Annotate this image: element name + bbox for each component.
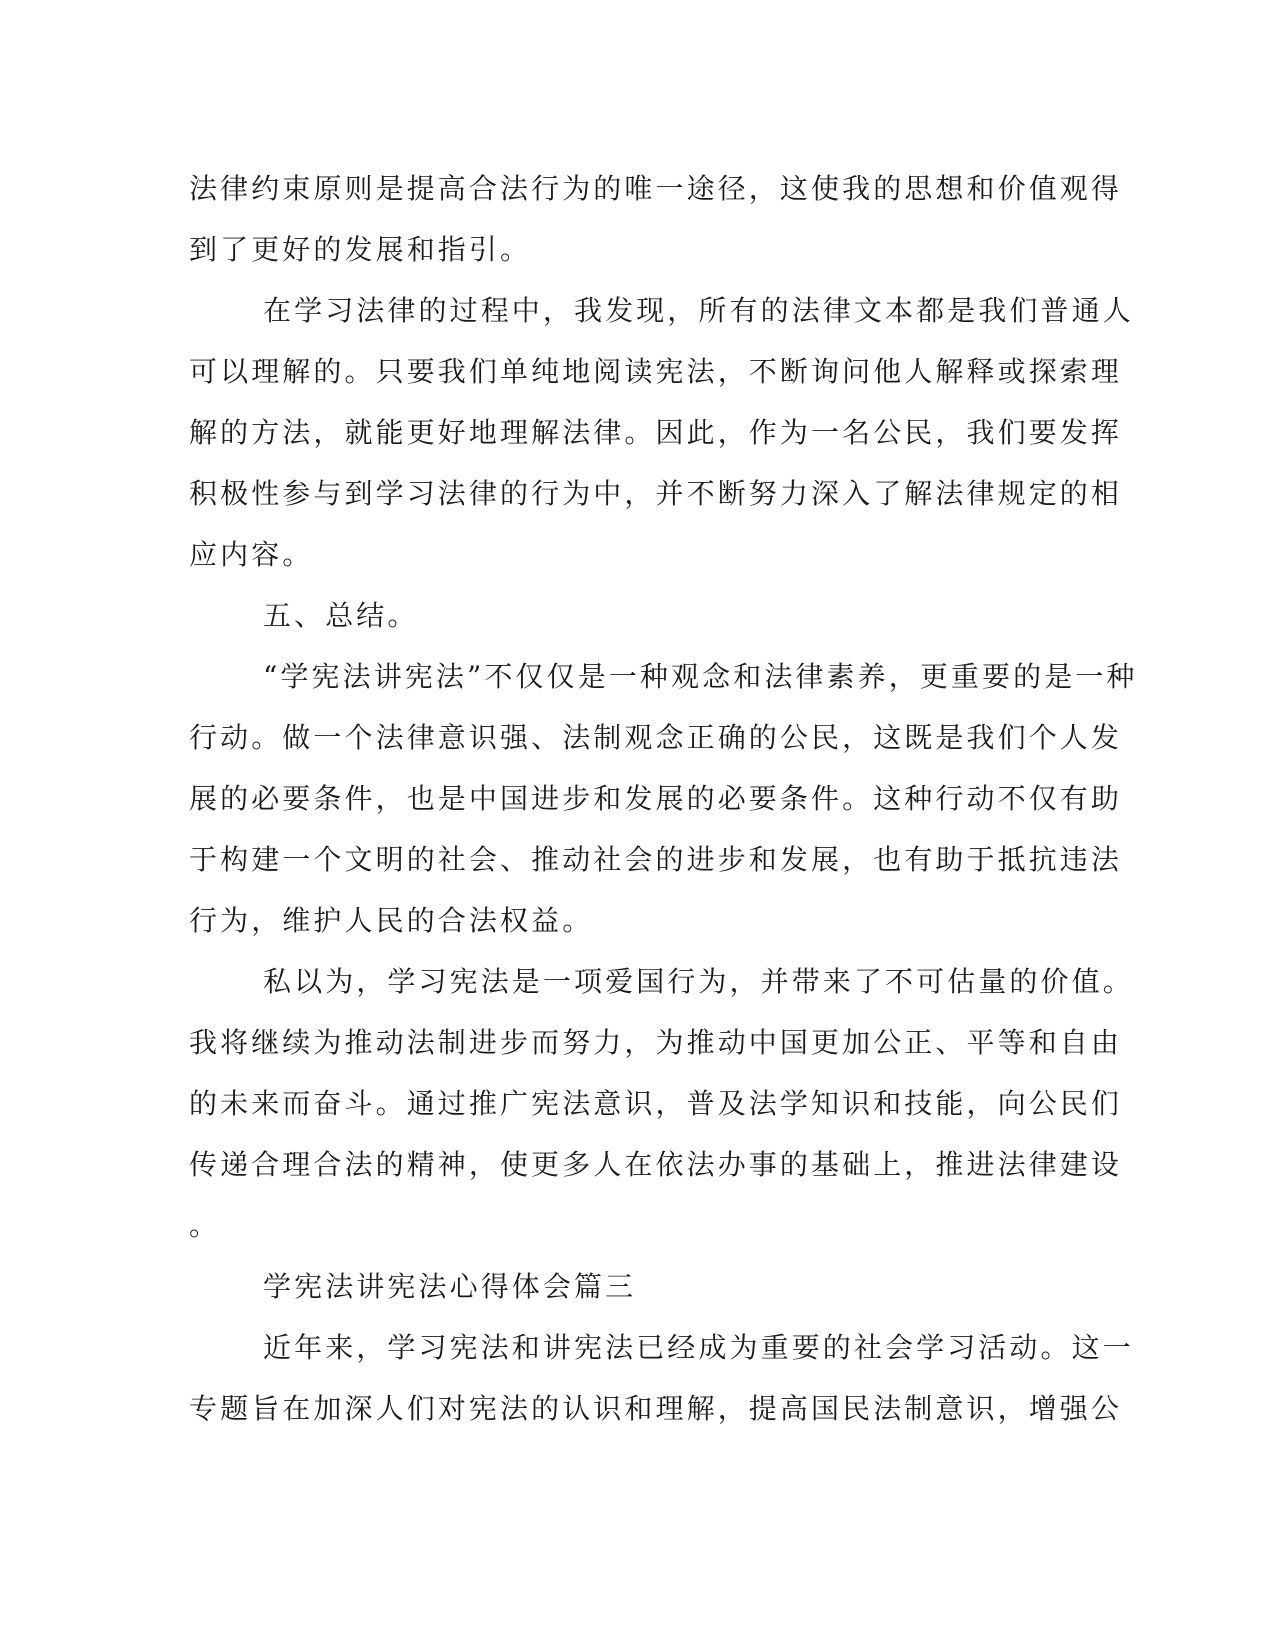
text-line: 展的必要条件，也是中国进步和发展的必要条件。这种行动不仅有助 bbox=[189, 782, 1123, 815]
text-line: 于构建一个文明的社会、推动社会的进步和发展，也有助于抵抗违法 bbox=[189, 843, 1123, 876]
text-line: 传递合理合法的精神，使更多人在依法办事的基础上，推进法律建设 bbox=[189, 1148, 1123, 1181]
text-line: 应内容。 bbox=[189, 538, 314, 571]
text-line: 近年来，学习宪法和讲宪法已经成为重要的社会学习活动。这一 bbox=[263, 1331, 1134, 1364]
text-line: 私以为，学习宪法是一项爱国行为，并带来了不可估量的价值。 bbox=[263, 965, 1134, 998]
text-line: 行为，维护人民的合法权益。 bbox=[189, 904, 594, 937]
text-line: 专题旨在加深人们对宪法的认识和理解，提高国民法制意识，增强公 bbox=[189, 1392, 1123, 1425]
text-line: 解的方法，就能更好地理解法律。因此，作为一名公民，我们要发挥 bbox=[189, 416, 1123, 449]
text-line: 在学习法律的过程中，我发现，所有的法律文本都是我们普通人 bbox=[263, 294, 1134, 327]
text-line: 可以理解的。只要我们单纯地阅读宪法，不断询问他人解释或探索理 bbox=[189, 355, 1123, 388]
text-line: 学宪法讲宪法心得体会篇三 bbox=[263, 1270, 637, 1303]
text-line: 的未来而奋斗。通过推广宪法意识，普及法学知识和技能，向公民们 bbox=[189, 1087, 1123, 1120]
text-line: 积极性参与到学习法律的行为中，并不断努力深入了解法律规定的相 bbox=[189, 477, 1123, 510]
text-line: 。 bbox=[189, 1209, 221, 1242]
text-line: 我将继续为推动法制进步而努力，为推动中国更加公正、平等和自由 bbox=[189, 1026, 1123, 1059]
text-line: 到了更好的发展和指引。 bbox=[189, 233, 532, 266]
text-line: 法律约束原则是提高合法行为的唯一途径，这使我的思想和价值观得 bbox=[189, 172, 1123, 205]
text-line: “学宪法讲宪法”不仅仅是一种观念和法律素养，更重要的是一种 bbox=[263, 660, 1138, 693]
document-body bbox=[189, 158, 1138, 1439]
text-line: 行动。做一个法律意识强、法制观念正确的公民，这既是我们个人发 bbox=[189, 721, 1123, 754]
text-line: 五、总结。 bbox=[263, 599, 419, 632]
